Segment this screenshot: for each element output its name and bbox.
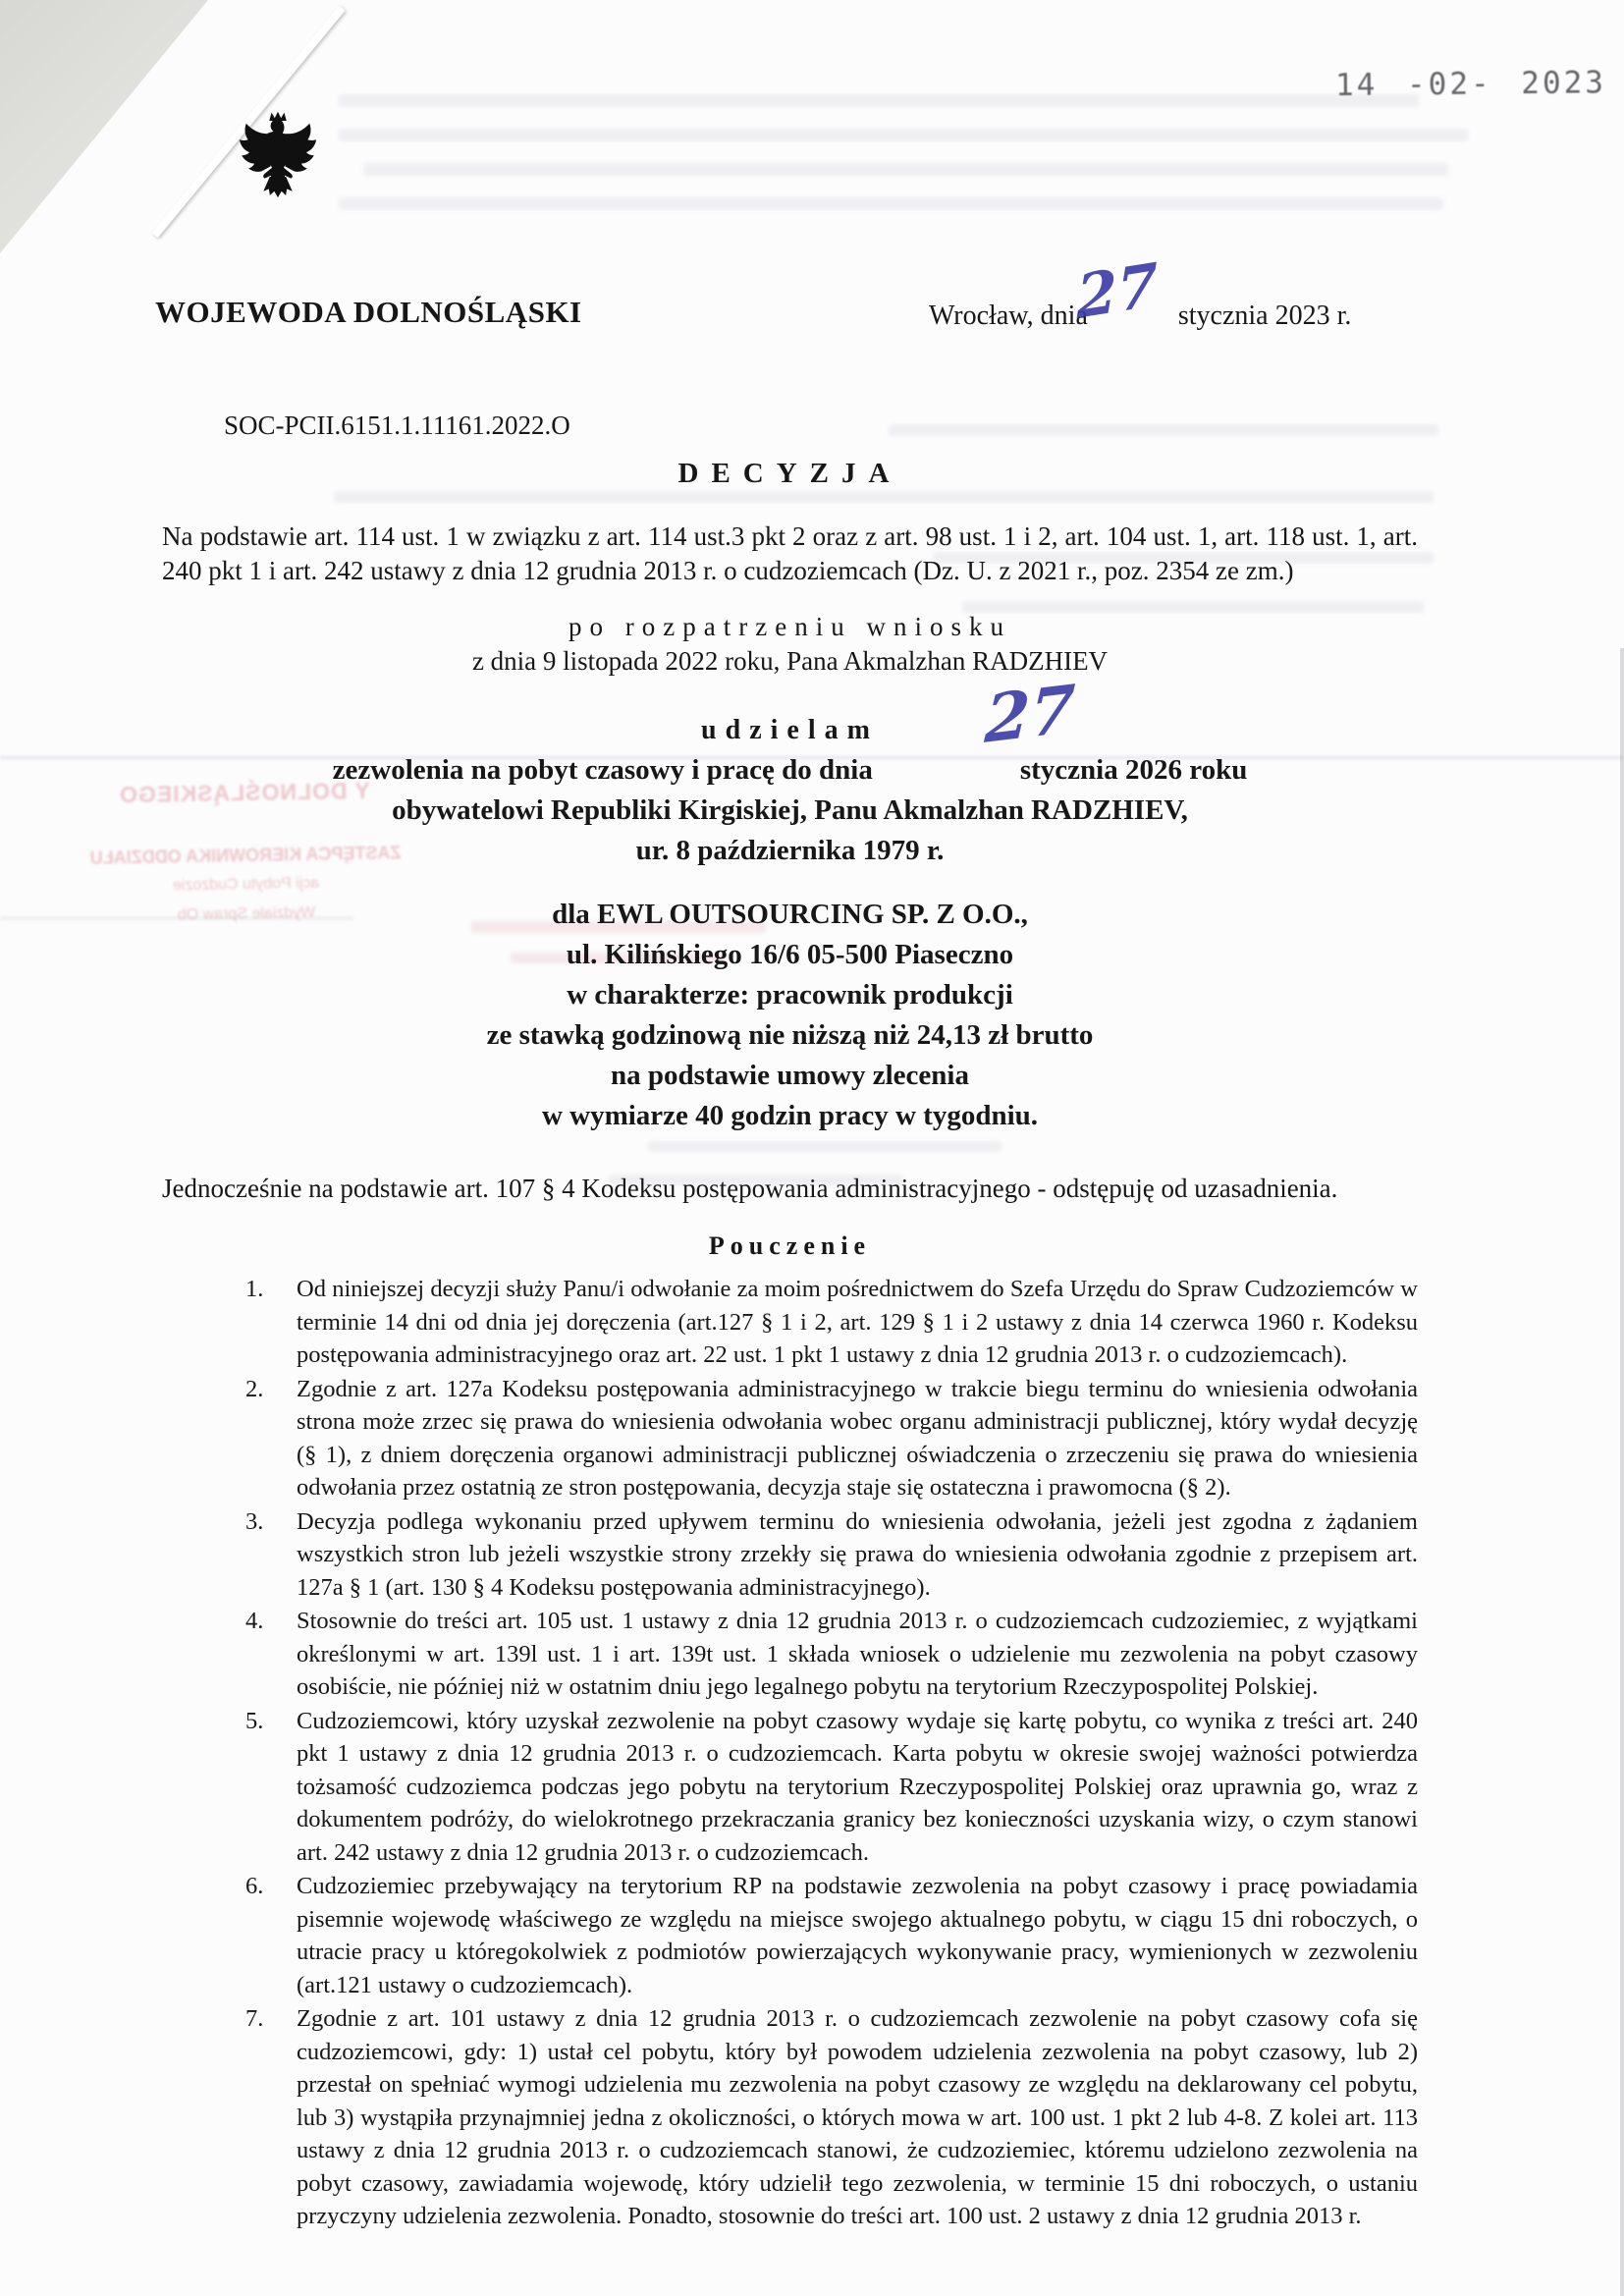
position-line: w charakterze: pracownik produkcji xyxy=(567,979,1013,1011)
instructions-item xyxy=(245,1605,1418,1704)
bleedthrough-artifact xyxy=(339,129,1468,141)
item-number: 1. xyxy=(245,1276,264,1302)
polish-eagle-emblem-icon xyxy=(233,106,323,207)
grant-line1 xyxy=(162,750,1418,791)
bleedthrough-artifact xyxy=(889,424,1438,436)
item-text: Zgodnie z art. 127a Kodeksu postępowania administracyjnego w trakcie biegu terminu do wniesienia odwołania strona może zrzec się prawa do wniesienia odwołania wobec organu administracji publicznej, który wydał decyzję (§ 1), z dniem doręczenia organowi administracji publicznej oświadczenia o zrzeczeniu się prawa do wniesienia odwołania przez ostatnią ze stron postępowania, decyzja staje się ostateczna i prawomocna (§ 2). xyxy=(297,1375,1418,1501)
instructions-item xyxy=(245,1870,1418,2001)
wage-line: ze stawką godzinową nie niższą niż 24,13 zł brutto xyxy=(486,1019,1094,1051)
case-number: SOC-PCII.6151.1.11161.2022.O xyxy=(224,410,570,440)
grant-verb: udzielam xyxy=(701,715,879,745)
place-date-suffix: stycznia 2023 r. xyxy=(1177,301,1352,331)
item-text: Od niniejszej decyzji służy Panu/i odwołanie za moim pośrednictwem do Szefa Urzędu do Spraw Cudzoziemców w terminie 14 dni od dnia jej doręczenia (art.127 § 1 i 2, art. 129 § 1 i 2 ustawy z dnia 14 czerwca 1960 r. Kodeksu postępowania administracyjnego oraz art. 22 ust. 1 pkt 1 ustawy z dnia 12 grudnia 2013 r. o cudzoziemcach). xyxy=(297,1276,1418,1368)
item-text: Cudzoziemiec przebywający na terytorium RP na podstawie zezwolenia na pobyt czasowy i pracę powiadamia pisemnie wojewodę właściwego ze względu na miejsce swojego aktualnego pobytu, w ciągu 15 dni roboczych, o utracie pracy u któregokolwiek z podmiotów powierzających wykonywanie pracy, wymienionych w zezwoleniu (art.121 ustawy o cudzoziemcach). xyxy=(297,1873,1418,1998)
bleedthrough-stamp-line: Y DOLNOŚLĄSKIEGO xyxy=(118,777,371,808)
instructions-item xyxy=(245,1705,1418,1870)
received-date-stamp: 14 -02- 2023 xyxy=(1334,65,1607,104)
grant-line2: obywatelowi Republiki Kirgiskiej, Panu Akmalzhan RADZHIEV, xyxy=(392,794,1188,826)
bleedthrough-stamp-line: Wydziale Spraw Ob xyxy=(177,903,316,924)
grant-line1-before: zezwolenia na pobyt czasowy i pracę do dnia xyxy=(332,754,873,786)
instructions-item xyxy=(245,1373,1418,1504)
item-text: Decyzja podlega wykonaniu przed upływem terminu do wniesienia odwołania, jeżeli jest zgodna z żądaniem wszystkich stron lub jeżeli wszystkie strony zrzekły się prawa do wniesienia odwołania zgodnie z przepisem art. 127a § 1 (art. 130 § 4 Kodeksu postępowania administracyjnego). xyxy=(297,1507,1418,1601)
bleedthrough-artifact xyxy=(363,163,1448,176)
bleedthrough-artifact xyxy=(339,197,1443,210)
contract-line: na podstawie umowy zlecenia xyxy=(611,1060,969,1091)
bleedthrough-stamp-line: acji Pobytu Cudzozie xyxy=(172,874,320,895)
legal-basis-paragraph: Na podstawie art. 114 ust. 1 w związku z art. 114 ust.3 pkt 2 oraz z art. 98 ust. 1 i 2, art. 104 ust. 1, art. 118 ust. 1, art. 240 pkt 1 i art. 242 ustawy z dnia 12 grudnia 2013 r. o cudzoziemcach (Dz. U. z 2021 r., poz. 2354 ze zm.) xyxy=(162,521,1418,585)
grant-line1-after: stycznia 2026 roku xyxy=(1019,754,1248,786)
grant-line3: ur. 8 października 1979 r. xyxy=(635,835,945,866)
handwritten-day-header: 27 xyxy=(1075,250,1159,333)
grant-clause xyxy=(162,669,1418,1136)
review-clause xyxy=(162,612,1418,677)
employer-block xyxy=(162,895,1418,1136)
place-date-prefix: Wrocław, dnia xyxy=(929,301,1088,331)
employer-name: dla EWL OUTSOURCING SP. Z O.O., xyxy=(552,899,1028,930)
item-number: 2. xyxy=(245,1375,264,1402)
justification-waiver: Jednocześnie na podstawie art. 107 § 4 Kodeksu postępowania administracyjnego - odstępuję od uzasadnienia. xyxy=(162,1174,1338,1203)
item-text: Cudzoziemcowi, który uzyskał zezwolenie na pobyt czasowy wydaje się kartę pobytu, co wynika z treści art. 240 pkt 1 ustawy z dnia 12 grudnia 2013 r. o cudzoziemcach. Karta pobytu w okresie swojej ważności potwierdza tożsamość cudzoziemca podczas jego pobytu na terytorium Rzeczypospolitej Polskiej oraz uprawnia go, wraz z dokumentem podróży, do wielokrotnego przekraczania granicy bez konieczności uzyskania wizy, o czym stanowi art. 242 ustawy z dnia 12 grudnia 2013 r. o cudzoziemcach. xyxy=(297,1707,1418,1866)
issuing-authority: WOJEWODA DOLNOŚLĄSKI xyxy=(155,295,582,329)
handwritten-day-grant: 27 xyxy=(983,669,1077,759)
item-number: 3. xyxy=(245,1507,264,1535)
instructions-list xyxy=(245,1273,1418,2233)
instructions-item xyxy=(245,2002,1418,2233)
hours-line: w wymiarze 40 godzin pracy w tygodniu. xyxy=(541,1100,1039,1131)
document-body xyxy=(0,444,1624,2234)
document-title: DECYZJA xyxy=(677,458,902,489)
item-number: 6. xyxy=(245,1873,264,1899)
instructions-heading: Pouczenie xyxy=(708,1231,872,1260)
item-number: 7. xyxy=(245,2005,264,2032)
bleedthrough-stamp-line: ZASTĘPCA KIEROWNIKA ODDZIAŁU xyxy=(89,843,402,868)
employer-address: ul. Kilińskiego 16/6 05-500 Piaseczno xyxy=(566,939,1014,970)
review-line2: z dnia 9 listopada 2022 roku, Pana Akmalzhan RADZHIEV xyxy=(471,646,1109,676)
review-line1: po rozpatrzeniu wniosku xyxy=(568,612,1011,641)
instructions-item xyxy=(245,1273,1418,1372)
item-number: 4. xyxy=(245,1608,264,1634)
item-text: Zgodnie z art. 101 ustawy z dnia 12 grudnia 2013 r. o cudzoziemcach zezwolenie na pobyt czasowy cofa się cudzoziemcowi, gdy: 1) ustał cel pobytu, który był powodem udzielenia zezwolenia na pobyt czasowy, lub 2) przestał on spełniać wymogi udzielenia mu zezwolenia na pobyt czasowy ze względu na deklarowany cel pobytu, lub 3) wystąpiła przynajmniej jedna z okoliczności, o których mowa w art. 100 ust. 1 pkt 2 lub 4-8. Z kolei art. 113 ustawy z dnia 12 grudnia 2013 r. o cudzoziemcach stanowi, że cudzoziemiec, któremu udzielono zezwolenia na pobyt czasowy, zawiadamia wojewodę, który udzielił tego zezwolenia, w terminie 15 dni roboczych, o ustaniu przyczyny udzielenia zezwolenia. Ponadto, stosownie do treści art. 100 ust. 2 ustawy z dnia 12 grudnia 2013 r. xyxy=(297,2005,1418,2229)
page-corner-fold xyxy=(0,0,208,253)
instructions-item xyxy=(245,1505,1418,1605)
item-number: 5. xyxy=(245,1707,264,1734)
item-text: Stosownie do treści art. 105 ust. 1 ustawy z dnia 12 grudnia 2013 r. o cudzoziemcach cudzoziemiec, z wyjątkami określonymi w art. 139l ust. 1 i art. 139t ust. 1 składa wniosek o udzielenie mu zezwolenia na pobyt czasowy osobiście, nie później niż w ostatnim dniu jego legalnego pobytu na terytorium Rzeczypospolitej Polskiej. xyxy=(297,1608,1418,1700)
bleedthrough-artifact xyxy=(339,94,1419,107)
